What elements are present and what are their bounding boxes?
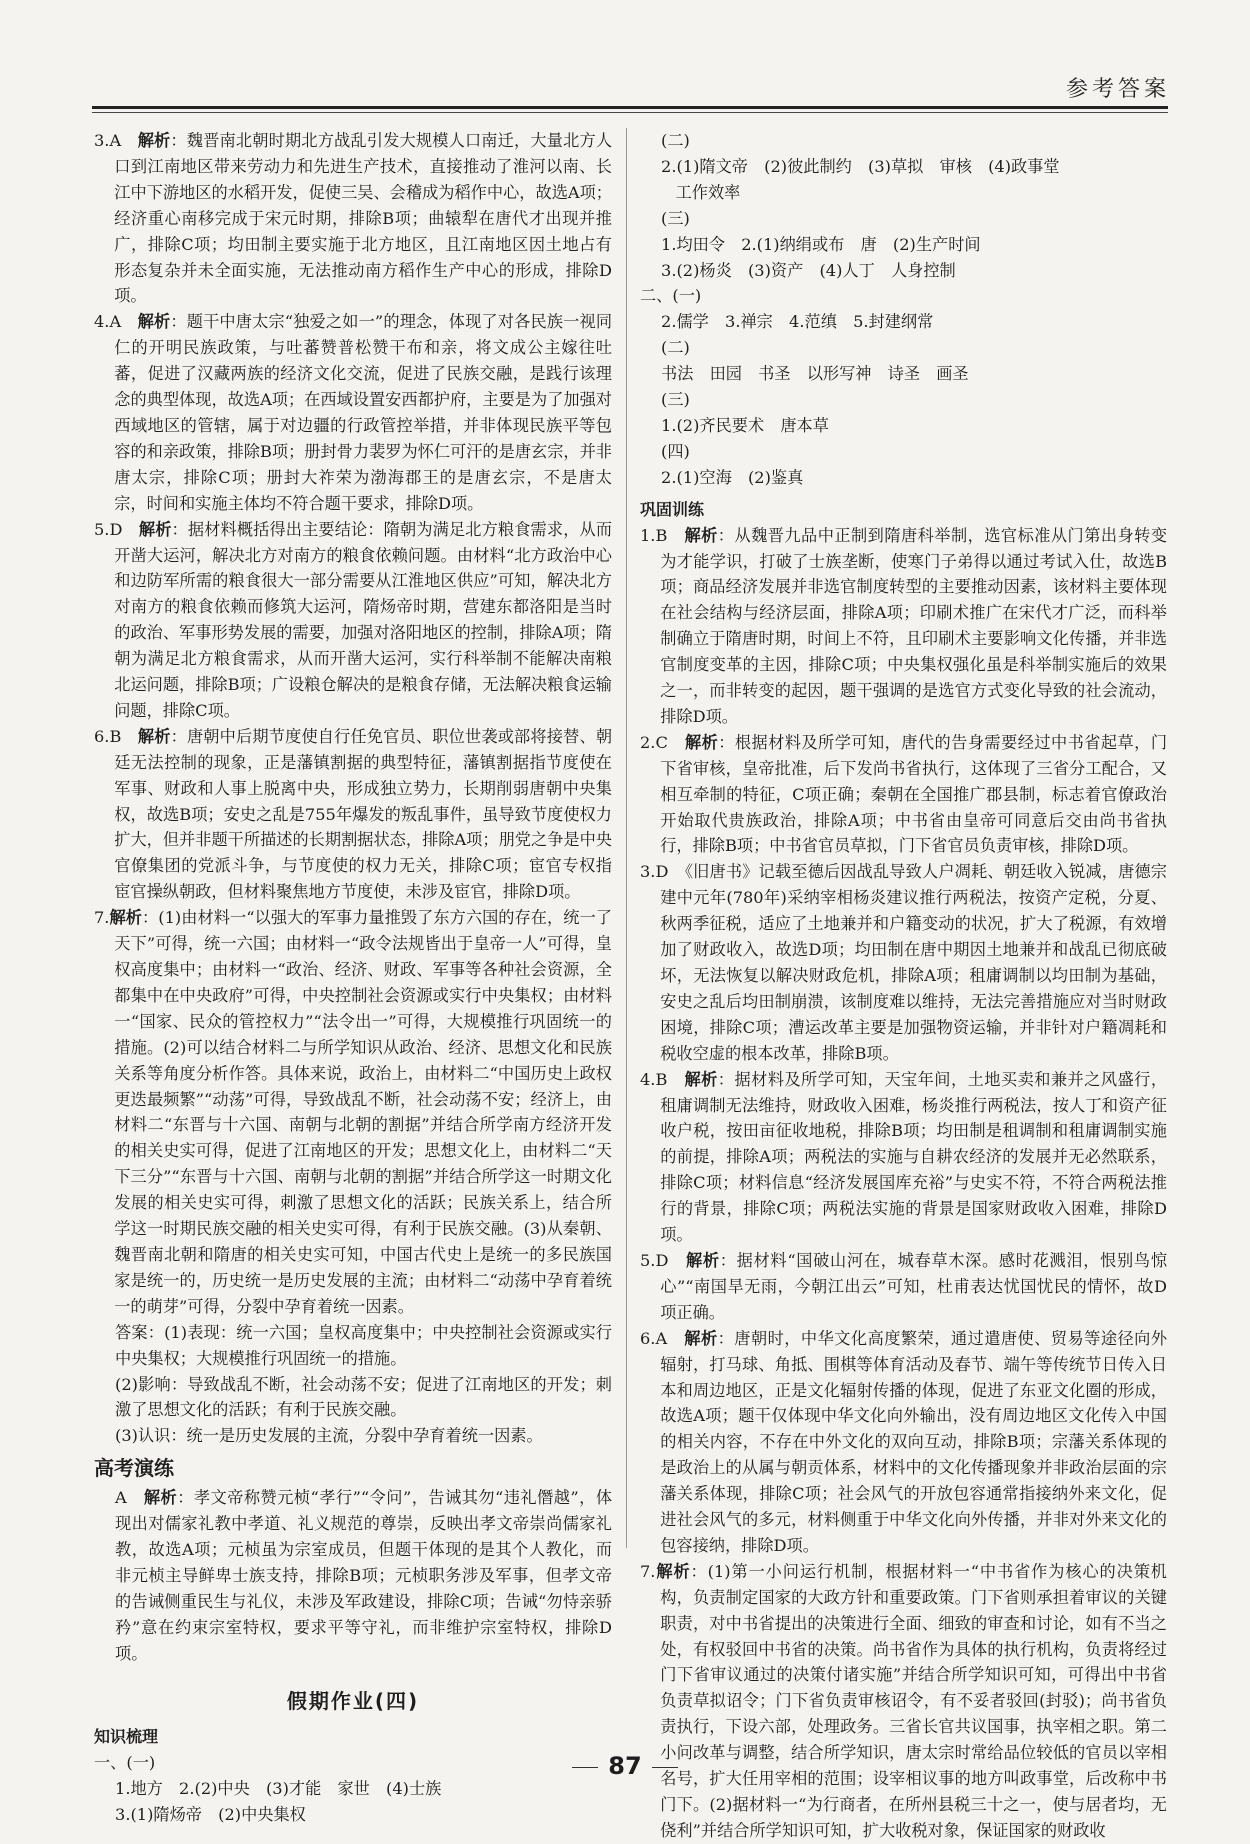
answer-summary-2: (2)影响：导致战乱不断，社会动荡不安；促进了江南地区的开发；刺激了思想文化的活跃；有利于民族交融。 xyxy=(115,1374,612,1420)
outline-line: 2.(1)隋文帝 (2)彼此制约 (3)草拟 审核 (4)政事堂 xyxy=(661,156,1060,176)
outline-line: 3.(1)隋炀帝 (2)中央集权 xyxy=(115,1805,306,1825)
section-heading-gaokao: 高考演练 xyxy=(94,1456,174,1481)
answer-summary: 答案：(1)表现：统一六国；皇权高度集中；中央控制社会资源或实行中央集权；大规模推行巩固统一的措施。 xyxy=(115,1322,613,1368)
answer-item-5: 5.D 解析：据材料概括得出主要结论：隋朝为满足北方粮食需求，从而开凿大运河，解决北方对南方的粮食依赖问题。由材料“北方政治中心和边防军所需的粮食很大一部分需要从江淮地区供应”可知，解决北方对南方的粮食依赖而修筑大运河，隋炀帝时期，营建东都洛阳是当时的政治、军事形势发展的需要，加强对洛阳地区的控制，排除A项；隋朝为满足北方粮食需求，从而开凿大运河，实行科举制不能解决南粮北运问题，排除B项；广设粮仓解决的是粮食存储，无法解决粮食运输问题，排除C项。 xyxy=(94,519,613,720)
outline-line: 2.儒学 3.禅宗 4.范缜 5.封建纲常 xyxy=(661,312,934,332)
answer-item-5: 5.D 解析：据材料“国破山河在，城春草木深。感时花溅泪，恨别鸟惊心”“南国旱无雨，今朝江出云”可知，杜甫表达忧国忧民的情怀，故D项正确。 xyxy=(640,1250,1168,1322)
chapter-title: 假期作业(四) xyxy=(286,1688,420,1713)
answer-item-4: 4.B 解析：据材料及所学可知，天宝年间，土地买卖和兼并之风盛行，租庸调制无法维持，财政收入困难，杨炎推行两税法，按人丁和资产征收户税，按田亩征收地税，排除B项；均田制是租调制和租庸调制实施的前提，排除A项；两税法的实施与自耕农经济的发展并无必然联系，排除C项；材料信息“经济发展国库充裕”与史实不符，不符合两税法推行的背景，排除C项；两税法实施的背景是国家财政收入困难，排除D项。 xyxy=(640,1069,1168,1245)
answer-item-4: 4.A 解析：题干中唐太宗“独爱之如一”的理念，体现了对各民族一视同仁的开明民族政策，与吐蕃赞普松赞干布和亲，将文成公主嫁往吐蕃，促进了汉藏两族的经济文化交流，促进了民族交融，是践行该理念的典型体现，故选A项；在西域设置安西都护府，主要是为了加强对西域地区的管辖，属于对边疆的行政管控举措，并非体现民族平等包容的和亲政策，排除B项；册封骨力裴罗为怀仁可汗的是唐玄宗，并非唐太宗，排除C项；册封大祚荣为渤海郡王的是唐玄宗，不是唐太宗，时间和实施主体均不符合题干要求，排除D项。 xyxy=(94,312,613,513)
outline-line: 1.(2)齐民要术 唐本草 xyxy=(661,415,829,435)
page-number: 87 xyxy=(0,1752,1250,1780)
answer-item-1: 1.B 解析：从魏晋九品中正制到隋唐科举制，选官标准从门第出身转变为才能学识，打破了士族垄断，使寒门子弟得以通过考试入仕，故选B项；商品经济发展并非选官制度转型的主要推动因素，该材料主要体现在社会结构与经济层面，排除A项；印刷术推广在宋代才广泛，而科举制确立于隋唐时期，时间上不符，且印刷术主要影响文化传播，并非选官制度变革的主因，排除C项；中央集权强化虽是科举制实施后的效果之一，而非转变的起因，题干强调的是选官方式变化导致的社会流动，排除D项。 xyxy=(640,525,1168,726)
subheading-gonggu: 巩固训练 xyxy=(640,499,705,519)
outline-line: 1.地方 2.(2)中央 (3)才能 家世 (4)士族 xyxy=(115,1779,442,1799)
outline-line: (二) xyxy=(661,338,690,358)
outline-line: 2.(1)空海 (2)鉴真 xyxy=(661,467,804,487)
outline-line: 1.均田令 2.(1)纳绢或布 唐 (2)生产时间 xyxy=(661,234,981,254)
outline-line: 一、(一) xyxy=(94,1753,156,1773)
outline-line: 工作效率 xyxy=(675,182,741,202)
answer-item-6: 6.B 解析：唐朝中后期节度使自行任免官员、职位世袭或部将接替、朝廷无法控制的现象，正是藩镇割据的典型特征，藩镇割据指节度使在军事、财政和人事上脱离中央，形成独立势力，长期削弱唐朝中央集权，故选B项；安史之乱是755年爆发的叛乱事件，虽导致节度使权力扩大，但并非题干所描述的长期割据状态，排除A项；朋党之争是中央官僚集团的党派斗争，与节度使的权力无关，排除C项；宦官专权指宦官操纵朝政，但材料聚焦地方节度使，未涉及宦官，排除D项。 xyxy=(94,726,613,902)
answer-item-3: 3.D 《旧唐书》记载至德后因战乱导致人户凋耗、朝廷收入锐减，唐德宗建中元年(780年)采纳宰相杨炎建议推行两税法，按资产定税，分夏、秋两季征税，适应了土地兼并和户籍变动的状况，扩大了税源，有效增加了财政收入，故选D项；均田制在唐中期因土地兼并和战乱已彻底破坏，无法恢复以解决财政危机，排除A项；租庸调制以均田制为基础，安史之乱后均田制崩溃，该制度难以维持，无法完善措施应对当时财政困境，排除C项；漕运改革主要是加强物资运输，并非针对户籍凋耗和税收空虚的根本改革，排除B项。 xyxy=(640,862,1167,1063)
outline-line: (四) xyxy=(661,441,690,461)
column-divider xyxy=(626,128,627,1548)
outline-line: (三) xyxy=(661,390,690,410)
outline-line: 书法 田园 书圣 以形写神 诗圣 画圣 xyxy=(661,364,969,384)
header-title: 参考答案 xyxy=(1065,77,1170,102)
header-rule-thin xyxy=(92,112,1168,113)
outline-line: (二) xyxy=(661,131,690,150)
outline-line: (三) xyxy=(661,208,690,228)
answer-item-7: 7.解析：(1)由材料一“以强大的军事力量推毁了东方六国的存在，统一了天下”可得，统一六国；由材料一“政令法规皆出于皇帝一人”可得，皇权高度集中；由材料一“政治、经济、财政、军事等各种社会资源，全都集中在中央政府”可得，中央控制社会资源或实行中央集权；由材料一“国家、民众的管控权力”“法令出一”可得，大规模推行巩固统一的措施。(2)可以结合材料二与所学知识从政治、经济、思想文化和民族关系等角度分析作答。具体来说，政治上，由材料二“中国历史上政权更迭最频繁”“动荡”可得，导致战乱不断，社会动荡不安；经济上，由材料二“东晋与十六国、南朝与北朝的割据”并结合所学南方经济开发的相关史实可得，促进了江南地区的开发；思想文化上，由材料二“天下三分”“东晋与十六国、南朝与北朝的割据”并结合所学这一时期文化发展的相关史实可得，刺激了思想文化的活跃；民族关系上，结合所学这一时期民族交融的相关史实可得，有利于民族交融。(3)从秦朝、魏晋南北朝和隋唐的相关史实可知，中国古代史上是统一的多民族国家是统一的，历史统一是历史发展的主流；由材料二“动荡中孕育着统一的萌芽”可得，分裂中孕育着统一因素。 xyxy=(94,908,612,1316)
outline-line: 二、(一) xyxy=(640,286,702,306)
left-column xyxy=(94,128,612,1828)
answer-item-6: 6.A 解析：唐朝时，中华文化高度繁荣，通过遣唐使、贸易等途径向外辐射，打马球、角抵、围棋等体育活动及春节、端午等传统节日传入日本和周边地区，正是文化辐射传播的体现，促进了东亚文化圈的形成，故选A项；题干仅体现中华文化向外输出，没有周边地区文化传入中国的相关内容，不存在中外文化的双向互动，排除B项；宗藩关系体现的是政治上的从属与朝贡体系，材料中的文化传播现象并非政治层面的宗藩关系体现，排除C项；社会风气的开放包容通常指接纳外来文化，促进社会风气的多元，材料侧重于中华文化向外传播，并非对外来文化的包容接纳，排除D项。 xyxy=(640,1328,1168,1555)
answer-summary-3: (3)认识：统一是历史发展的主流，分裂中孕育着统一因素。 xyxy=(115,1426,543,1446)
subheading-zhishi: 知识梳理 xyxy=(94,1727,159,1747)
answer-item-3: 3.A 解析：魏晋南北朝时期北方战乱引发大规模人口南迁，大量北方人口到江南地区带来劳动力和先进生产技术，直接推动了淮河以南、长江中下游地区的水稻开发，促使三吴、会稽成为稻作中心，故选A项；经济重心南移完成于宋元时期，排除B项；曲辕犁在唐代才出现并推广，排除C项；均田制主要实施于北方地区，且江南地区因土地占有形态复杂并未全面实施，无法推动南方稻作生产中心的形成，排除D项。 xyxy=(94,131,613,306)
answer-item-2: 2.C 解析：根据材料及所学可知，唐代的告身需要经过中书省起草，门下省审核，皇帝批准，后下发尚书省执行，这体现了三省分工配合，又相互牵制的特征，C项正确；秦朝在全国推广郡县制，标志着官僚政治开始取代贵族政治，排除A项；中书省由皇帝可同意后交由尚书省执行，排除B项；中书省官员草拟，门下省官员负责审核，排除D项。 xyxy=(640,732,1168,856)
right-column xyxy=(640,128,1167,1844)
gaokao-item: A 解析：孝文帝称赞元桢“孝行”“令问”，告诫其勿“违礼僭越”，体现出对儒家礼教中孝道、礼义规范的尊崇，反映出孝文帝崇尚儒家礼教，故选A项；元桢虽为宗室成员，但题干体现的是其个人教化，而非元桢主导鲜卑士族支持，排除B项；元桢职务涉及军事，但孝文帝的告诫侧重民生与礼仪，未涉及军政建设，排除C项；告诫“勿恃亲骄矜”意在约束宗室特权，要求平等守礼，而非维护宗室特权，排除D项。 xyxy=(115,1488,613,1663)
outline-line: 3.(2)杨炎 (3)资产 (4)人丁 人身控制 xyxy=(661,260,956,280)
answer-item-7: 7.解析：(1)第一小问运行机制，根据材料一“中书省作为核心的决策机构，负责制定国家的大政方针和重要政策。门下省则承担着审议的关键职责，对中书省提出的决策进行全面、细致的审查和讨论，如有不当之处，有权驳回中书省的决策。尚书省作为具体的执行机构，负责将经过门下省审议通过的决策付诸实施”并结合所学知识可知，可得出中书省负责草拟诏令；门下省负责审核诏令，有不妥者驳回(封驳)；尚书省负责执行，下设六部，处理政务。三省长官共议国事，执宰相之职。第二小问改革与调整，结合所学知识，唐太宗时常给品位较低的官员以宰相名号，扩大任用宰相的范围；设宰相议事的地方叫政事堂，后改称中书门下。(2)据材料一“为行商者，在所州县税三十之一，使与居者均，无侥利”并结合所学知识可知，扩大收税对象，保证国家的财政收 xyxy=(640,1561,1167,1840)
header-rule xyxy=(92,106,1168,109)
